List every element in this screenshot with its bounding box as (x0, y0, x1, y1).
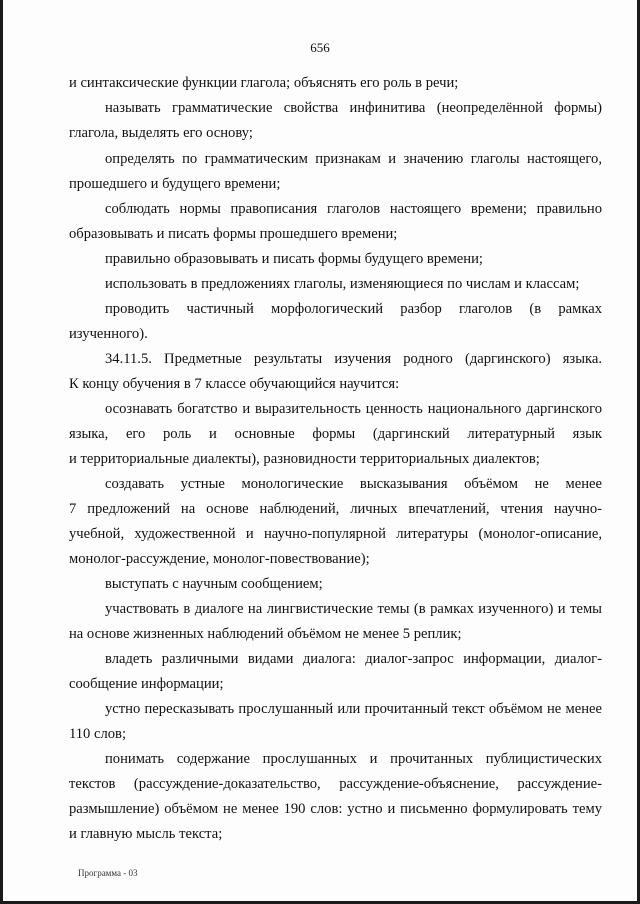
text-line: владеть различными видами диалога: диалог-запрос информации, диалог- (105, 651, 602, 667)
text-line: выступать с научным сообщением; (105, 576, 323, 592)
text-line: глагола, выделять его основу; (69, 125, 253, 141)
text-line: языка, его роль и основные формы (даргинский литературный язык (69, 426, 602, 442)
text-line: 110 слов; (69, 726, 126, 742)
text-line: 7 предложений на основе наблюдений, личных впечатлений, чтения научно- (69, 501, 602, 517)
text-line: и главную мысль текста; (69, 826, 223, 842)
text-line: учебной, художественной и научно-популярной литературы (монолог-описание, (69, 526, 602, 542)
text-line: устно пересказывать прослушанный или прочитанный текст объёмом не менее (105, 701, 602, 717)
text-line: правильно образовывать и писать формы будущего времени; (105, 251, 483, 267)
text-line: сообщение информации; (69, 676, 224, 692)
text-line: К концу обучения в 7 классе обучающийся научится: (69, 376, 400, 392)
text-line: называть грамматические свойства инфинитива (неопределённой формы) (105, 100, 602, 116)
text-line: и территориальные диалекты), разновидности территориальных диалектов; (69, 451, 540, 467)
text-line: проводить частичный морфологический разбор глаголов (в рамках (105, 301, 602, 317)
text-line: образовывать и писать формы прошедшего времени; (69, 226, 398, 242)
text-line: осознавать богатство и выразительность ценность национального даргинского (105, 401, 602, 417)
text-line: участвовать в диалоге на лингвистические темы (в рамках изученного) и темы (105, 601, 602, 617)
text-line: и синтаксические функции глагола; объяснять его роль в речи; (69, 75, 459, 91)
text-line: изученного). (69, 326, 148, 342)
text-line: соблюдать нормы правописания глаголов настоящего времени; правильно (105, 201, 602, 217)
text-line: монолог-рассуждение, монолог-повествование); (69, 551, 370, 567)
footer-label: Программа - 03 (78, 868, 138, 878)
text-line: прошедшего и будущего времени; (69, 176, 281, 192)
text-line: использовать в предложениях глаголы, изменяющиеся по числам и классам; (105, 276, 580, 292)
text-line: создавать устные монологические высказывания объёмом не менее (105, 476, 602, 492)
page-number: 656 (310, 40, 330, 55)
section-heading-line: 34.11.5. Предметные результаты изучения родного (даргинского) языка. (105, 351, 602, 367)
scan-edge-left (0, 0, 3, 904)
text-line: текстов (рассуждение-доказательство, рассуждение-объяснение, рассуждение- (69, 776, 602, 792)
text-line: на основе жизненных наблюдений объёмом не менее 5 реплик; (69, 626, 462, 642)
text-line: понимать содержание прослушанных и прочитанных публицистических (105, 751, 602, 767)
text-line: определять по грамматическим признакам и значению глаголы настоящего, (105, 151, 602, 167)
text-line: размышление) объёмом не менее 190 слов: устно и письменно формулировать тему (69, 801, 602, 817)
